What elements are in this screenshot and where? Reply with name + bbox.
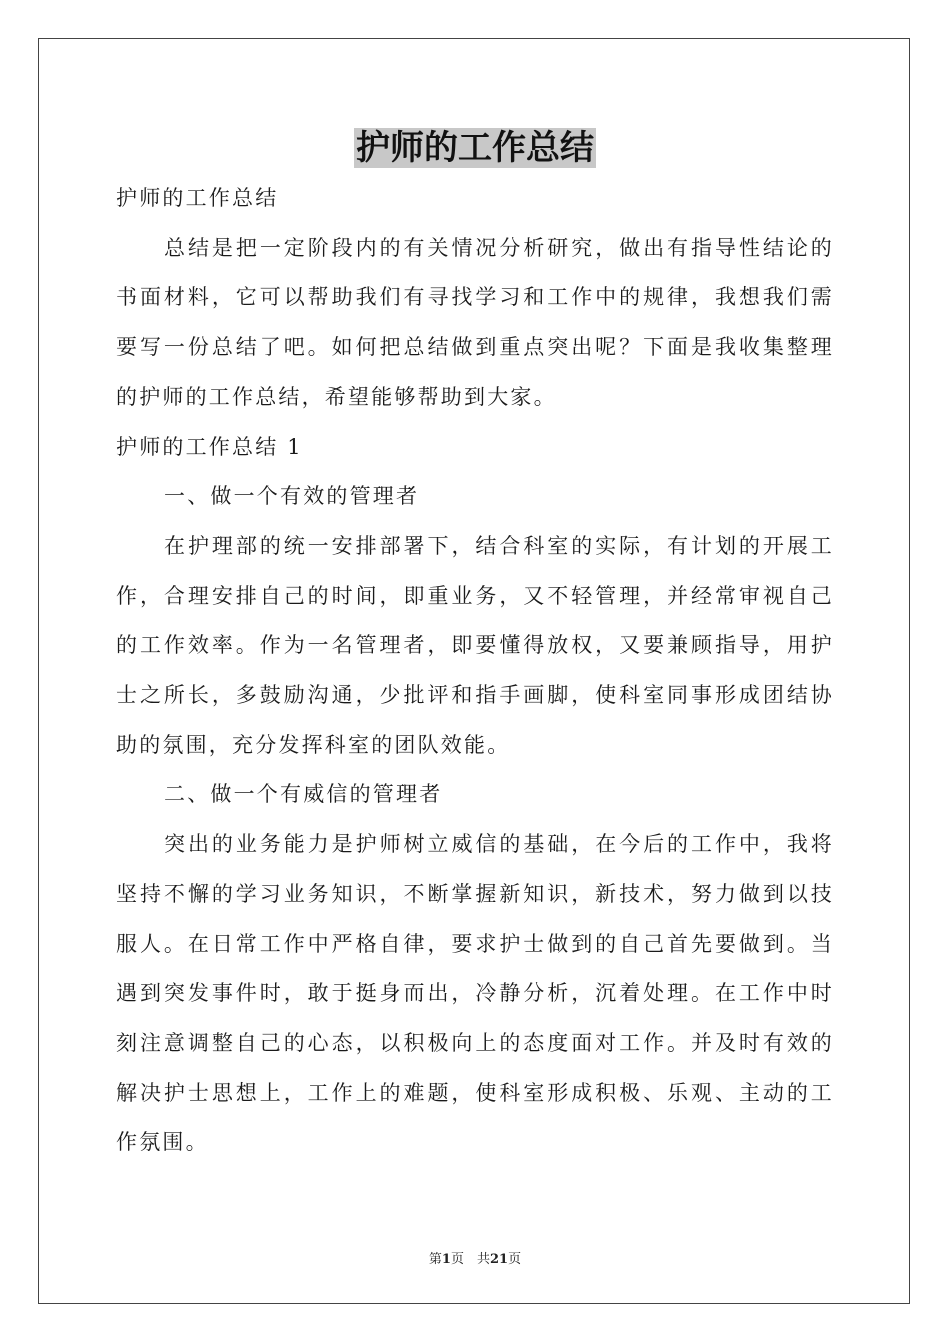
paragraph-subtitle: 护师的工作总结 [116, 186, 279, 210]
total-pages: 21 [489, 1252, 509, 1267]
title-container [0, 128, 950, 168]
document-body [116, 174, 834, 1168]
paragraph-two: 突出的业务能力是护师树立威信的基础，在今后的工作中，我将坚持不懈的学习业务知识，不断掌握新知识，新技术，努力做到以技服人。在日常工作中严格自律，要求护士做到的自己首先要做到。当遇到突发事件时，敢于挺身而出，冷静分析，沉着处理。在工作中时刻注意调整自己的心态，以积极向上的态度面对工作。并及时有效的解决护士思想上，工作上的难题，使科室形成积极、乐观、主动的工作氛围。 [116, 832, 834, 1155]
subheading-two: 二、做一个有威信的管理者 [164, 782, 443, 807]
document-title: 护师的工作总结 [356, 128, 594, 168]
paragraph-one: 在护理部的统一安排部署下，结合科室的实际，有计划的开展工作，合理安排自己的时间，即重业务，又不轻管理，并经常审视自己的工作效率。作为一名管理者，即要懂得放权，又要兼顾指导，用护士之所长，多鼓励沟通，少批评和指手画脚，使科室同事形成团结协助的氛围，充分发挥科室的团队效能。 [116, 533, 834, 757]
page-footer [0, 1248, 950, 1267]
section-heading: 护师的工作总结 1 [116, 434, 303, 459]
footer-prefix: 第 [428, 1252, 442, 1267]
paragraph-intro: 总结是把一定阶段内的有关情况分析研究，做出有指导性结论的书面材料，它可以帮助我们有寻找学习和工作中的规律，我想我们需要写一份总结了吧。如何把总结做到重点突出呢？下面是我收集整理的护师的工作总结，希望能够帮助到大家。 [116, 235, 834, 409]
page-number: 1 [441, 1252, 451, 1267]
footer-mid: 页 共 [450, 1252, 490, 1267]
footer-suffix: 页 [508, 1252, 522, 1267]
subheading-one: 一、做一个有效的管理者 [164, 484, 420, 509]
